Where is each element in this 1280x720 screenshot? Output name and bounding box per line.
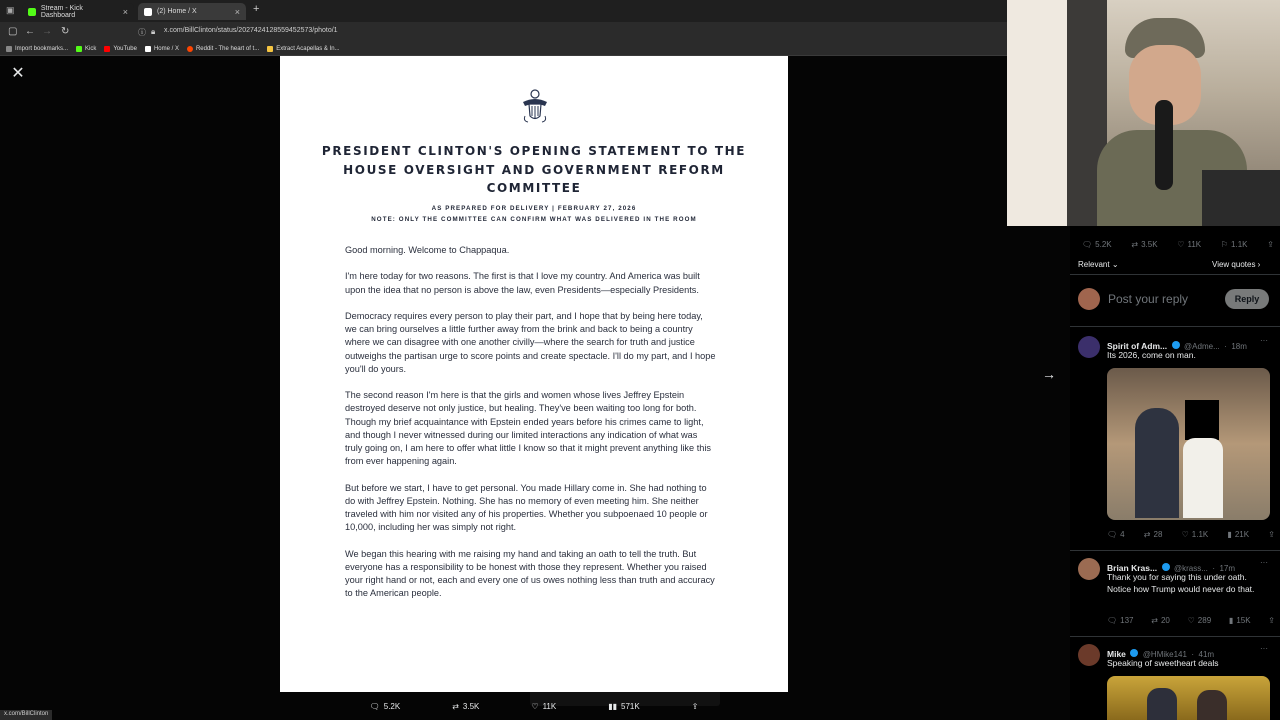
x-logo-icon — [144, 8, 152, 16]
reply-button[interactable]: Reply — [1225, 289, 1269, 309]
repost-stat[interactable] — [1131, 240, 1157, 249]
reply-author-name[interactable]: Brian Kras... — [1107, 563, 1158, 573]
reply-header: Brian Kras... @krass... · 17m — [1107, 563, 1236, 573]
share-action[interactable] — [692, 702, 699, 711]
heart-icon: ♡ — [1187, 616, 1195, 625]
user-avatar[interactable] — [1078, 288, 1100, 310]
x-logo-icon — [145, 46, 151, 52]
views-stat[interactable] — [1227, 530, 1249, 539]
reply-author-handle[interactable]: @krass... — [1173, 564, 1208, 573]
address-bar-row — [0, 22, 1008, 42]
repost-action[interactable] — [452, 702, 479, 711]
views-count: 15K — [1236, 616, 1251, 625]
reply-text: Speaking of sweetheart deals — [1107, 658, 1219, 668]
sidebar-toggle-icon[interactable]: ▣ — [6, 5, 15, 15]
reply-stat[interactable] — [1082, 240, 1112, 249]
divider — [1070, 550, 1280, 551]
reply-photo[interactable] — [1107, 676, 1270, 720]
verified-badge-icon — [1162, 563, 1170, 571]
document-note: NOTE: ONLY THE COMMITTEE CAN CONFIRM WHAT WAS DELIVERED IN THE ROOM — [371, 216, 697, 223]
import-icon — [6, 46, 12, 52]
webcam-overlay — [1007, 0, 1280, 226]
browser-tab-bar — [0, 0, 1008, 22]
share-icon[interactable]: ⇪ — [1268, 530, 1275, 539]
kick-icon — [28, 8, 36, 16]
reply-count: 5.2K — [1095, 240, 1112, 249]
presidential-seal-icon — [519, 88, 551, 124]
views-icon: ▮ — [1228, 616, 1234, 625]
repost-icon: ⇄ — [452, 701, 459, 711]
reply-text: Its 2026, come on man. — [1107, 350, 1196, 360]
tab-home-x[interactable] — [138, 3, 246, 20]
photo-person-left — [1135, 408, 1179, 518]
close-tab-icon[interactable]: × — [122, 6, 128, 17]
post-stats-row — [1082, 240, 1274, 249]
views-count: 571K — [621, 701, 640, 711]
reply-input[interactable]: Post your reply — [1108, 292, 1189, 306]
repost-icon: ⇄ — [1131, 240, 1139, 249]
reply-panel — [1070, 226, 1280, 720]
tab-kick-dashboard[interactable] — [22, 3, 134, 20]
heart-icon: ♡ — [531, 701, 539, 711]
statement-document-image — [280, 56, 788, 692]
webcam-wall — [1007, 0, 1067, 226]
reply-count: 4 — [1120, 530, 1125, 539]
repost-count: 28 — [1153, 530, 1163, 539]
lock-icon: 🔒︎ — [151, 27, 156, 36]
repost-stat[interactable] — [1151, 616, 1170, 625]
like-stat[interactable] — [1182, 530, 1209, 539]
next-image-arrow-icon[interactable]: → — [1042, 366, 1056, 382]
webcam-microphone — [1155, 100, 1173, 190]
reply-header: Spirit of Adm... @Adme... · 18m — [1107, 341, 1247, 351]
reply-time[interactable]: 18m — [1231, 342, 1247, 351]
share-icon[interactable]: ⇪ — [1267, 240, 1274, 249]
bookmark-home-x[interactable] — [145, 46, 179, 52]
repost-stat[interactable] — [1144, 530, 1163, 539]
repost-icon: ⇄ — [1143, 530, 1151, 539]
tab-title: Stream - Kick Dashboard — [40, 4, 83, 19]
more-options-icon[interactable]: ··· — [1260, 644, 1268, 653]
document-title: PRESIDENT CLINTON'S OPENING STATEMENT TO THE HOUSE OVERSIGHT AND GOVERNMENT REFORM COMMITTEE — [321, 144, 747, 195]
reply-avatar[interactable] — [1078, 336, 1100, 358]
reply-stats — [1107, 616, 1275, 625]
heart-icon: ♡ — [1181, 530, 1189, 539]
url-input[interactable]: x.com/BillClinton/status/2027424128559452573/photo/1 — [164, 27, 338, 34]
webcam-equipment — [1202, 170, 1280, 226]
bookmark-acapellas[interactable] — [267, 46, 339, 52]
views-icon: ▮ — [1227, 530, 1232, 539]
reply-count: 137 — [1120, 616, 1134, 625]
status-bar-url: x.com/BillClinton — [0, 710, 52, 720]
like-action[interactable] — [531, 702, 556, 711]
bookmark-import[interactable] — [6, 46, 68, 52]
divider — [1070, 636, 1280, 637]
document-subtitle: AS PREPARED FOR DELIVERY | FEBRUARY 27, 2026 — [431, 205, 637, 212]
verified-badge-icon — [1172, 341, 1180, 349]
reply-action[interactable] — [370, 702, 401, 711]
chevron-down-icon: ⌄ — [1111, 260, 1119, 269]
bookmark-icon: ⚐ — [1220, 240, 1229, 249]
bookmark-youtube[interactable] — [104, 46, 137, 52]
music-icon — [267, 46, 273, 52]
share-icon: ⇪ — [691, 701, 699, 711]
bookmark-count: 1.1K — [1231, 240, 1248, 249]
divider — [1070, 274, 1280, 275]
close-tab-icon[interactable]: × — [234, 6, 240, 17]
reddit-icon — [187, 46, 193, 52]
reply-author-name[interactable]: Mike — [1107, 649, 1126, 659]
bookmark-kick[interactable] — [76, 46, 96, 52]
forward-icon[interactable]: → — [42, 26, 52, 37]
views-icon: ▮▮ — [608, 701, 618, 711]
divider — [1070, 326, 1280, 327]
like-count: 1.1K — [1191, 530, 1209, 539]
new-tab-icon[interactable]: + — [253, 3, 260, 15]
reply-time[interactable]: 41m — [1198, 650, 1215, 659]
paragraph: I'm here today for two reasons. The first is that I love my country. And America was built upon the idea that no person is above the law, even Presidents—especially Presidents. — [345, 271, 700, 295]
view-quotes-link[interactable]: View quotes › — [1212, 260, 1261, 269]
reload-icon[interactable]: ↻ — [61, 26, 70, 37]
like-stat[interactable] — [1188, 616, 1212, 625]
reply-icon: 🗨︎ — [1107, 616, 1118, 625]
like-count: 11K — [542, 701, 557, 711]
reply-photo[interactable] — [1107, 368, 1270, 520]
share-icon[interactable]: ⇪ — [1268, 616, 1275, 625]
bookmark-reddit[interactable] — [187, 46, 259, 52]
close-media-button[interactable]: ✕ — [11, 65, 25, 82]
kick-icon — [76, 46, 82, 52]
paragraph: Good morning. Welcome to Chappaqua. — [345, 245, 510, 255]
reply-icon: 🗨︎ — [369, 701, 380, 711]
photo-redaction — [1185, 400, 1219, 440]
reply-stat[interactable] — [1107, 616, 1134, 625]
reply-author-handle[interactable]: @HMike141 — [1142, 650, 1187, 659]
back-icon[interactable]: ← — [25, 26, 35, 37]
repost-count: 20 — [1160, 616, 1170, 625]
reply-stats — [1107, 530, 1275, 539]
photo-person-left — [1147, 688, 1177, 720]
document-body — [345, 244, 717, 614]
reply-icon: 🗨︎ — [1082, 240, 1093, 249]
verified-badge-icon — [1130, 649, 1138, 657]
views-action[interactable] — [608, 702, 640, 711]
reply-author-handle[interactable]: @Adme... — [1184, 342, 1220, 351]
like-stat[interactable] — [1177, 240, 1201, 249]
bookmark-label: Import bookmarks... — [15, 45, 69, 52]
repost-icon: ⇄ — [1151, 616, 1158, 625]
reply-stat[interactable] — [1107, 530, 1125, 539]
more-options-icon[interactable]: ··· — [1260, 558, 1268, 567]
bookmark-label: Extract Acapellas & In... — [276, 45, 340, 52]
photo-person-right — [1197, 690, 1227, 720]
reply-avatar[interactable] — [1078, 558, 1100, 580]
info-icon[interactable]: ⓘ — [138, 28, 146, 37]
bookmarks-bar — [0, 42, 1008, 56]
like-count: 289 — [1197, 616, 1212, 625]
youtube-icon — [104, 46, 110, 52]
paragraph: We began this hearing with me raising my hand and taking an oath to tell the truth. But everyone has a responsibility to be honest with those they represent. Whether you raised your right hand or not, each and every one of us owes nothing less than truth and accuracy to the American people. — [345, 548, 715, 599]
sort-label: Relevant — [1078, 260, 1110, 269]
media-action-bar — [280, 694, 788, 718]
reply-count: 5.2K — [383, 701, 401, 711]
split-view-icon[interactable]: ▢ — [8, 26, 18, 37]
reply-time[interactable]: 17m — [1219, 564, 1236, 573]
views-stat[interactable] — [1229, 616, 1251, 625]
repost-count: 3.5K — [462, 701, 480, 711]
sort-dropdown[interactable] — [1078, 260, 1119, 269]
tab-title: (2) Home / X — [157, 8, 197, 15]
views-count: 21K — [1234, 530, 1250, 539]
paragraph: Democracy requires every person to play their part, and I hope that by being here today, we can bring ourselves a little further away from the brink and back to being a country where we can disagree with one another civilly—where the search for truth and justice outweighs the partisan urge to score points and create spectacle. I'll do my part, and I hope you'll do yours. — [345, 310, 716, 374]
bookmark-label: Kick — [85, 45, 97, 52]
photo-person-right — [1183, 438, 1223, 518]
reply-icon: 🗨︎ — [1107, 530, 1118, 539]
reply-author-name[interactable]: Spirit of Adm... — [1107, 341, 1168, 351]
reply-avatar[interactable] — [1078, 644, 1100, 666]
repost-count: 3.5K — [1141, 240, 1158, 249]
more-options-icon[interactable]: ··· — [1260, 336, 1268, 345]
bookmark-label: Home / X — [153, 45, 179, 52]
reply-text: Thank you for saying this under oath. Notice how Trump would never do that. — [1107, 572, 1255, 594]
reply-header: Mike @HMike141 · 41m — [1107, 649, 1215, 659]
view-quotes-label: View quotes — [1212, 260, 1256, 269]
bookmark-stat[interactable] — [1221, 240, 1248, 249]
bookmark-label: YouTube — [113, 45, 137, 52]
paragraph: But before we start, I have to get personal. You made Hillary come in. She had nothing to do with Jeffrey Epstein. Nothing. She has no memory of even meeting him. She neither traveled with him nor visited any of his properties. Whether you subpoenaed 10 people or 10,000, including her was simply not right. — [345, 482, 708, 533]
like-count: 11K — [1187, 240, 1202, 249]
paragraph: The second reason I'm here is that the girls and women whose lives Jeffrey Epstein destroyed deserve not only justice, but healing. They've been waiting too long for both. Though my brief acquaintance with Epstein ended years before his crimes came to light, and though I never witnessed during our limited interactions any indication of what was truly going on, I am here to offer what little I know so that it might prevent anything like this from ever happening again. — [345, 390, 711, 467]
heart-icon: ♡ — [1177, 240, 1185, 249]
bookmark-label: Reddit - The heart of t... — [195, 45, 260, 52]
